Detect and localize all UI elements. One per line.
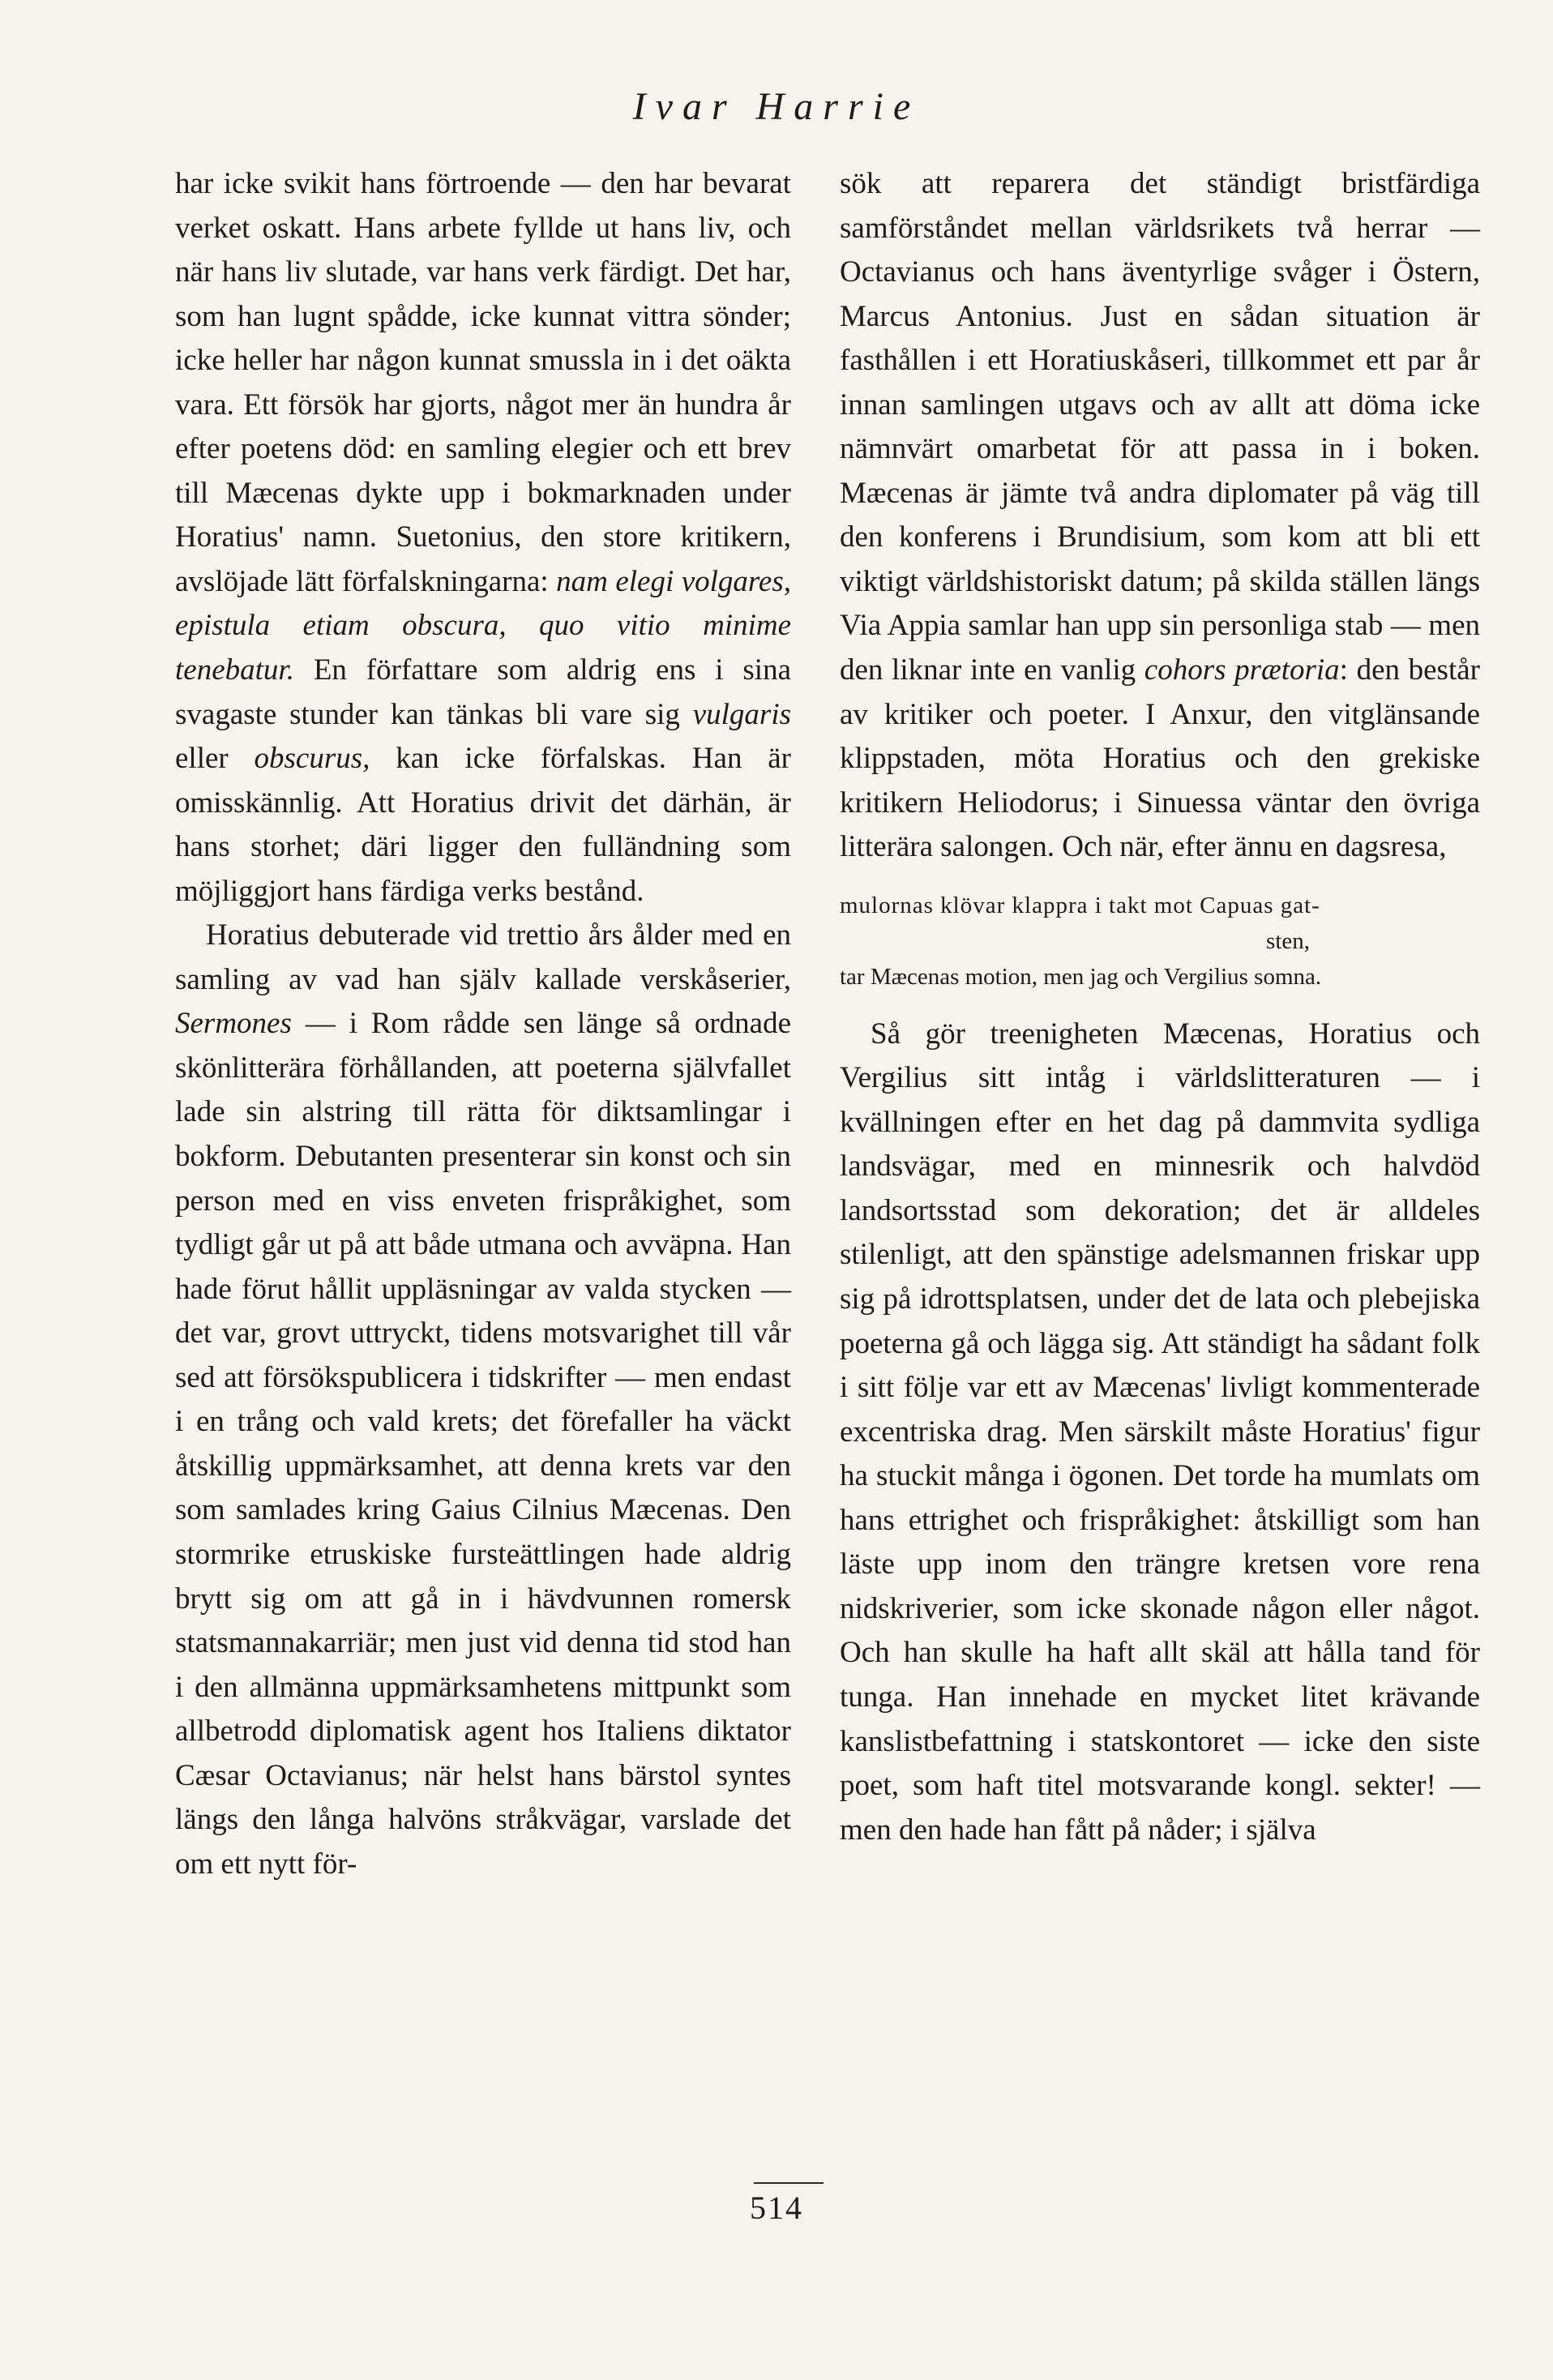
right-column [840, 162, 1480, 1852]
left-p1-text-b: En författare som aldrig ens i sina svagaste stunder kan tänkas bli vare sig [175, 653, 791, 731]
term-obscurus: obscurus, [254, 742, 370, 776]
title-sermones: Sermones [175, 1007, 292, 1041]
left-paragraph-1 [175, 162, 791, 914]
page-number-rule [754, 2182, 824, 2184]
page-number: 514 [750, 2190, 803, 2226]
term-vulgaris: vulgaris [692, 697, 791, 731]
left-p2-text: Horatius debuterade vid trettio års ålder med en samling av vad han själv kallade verskåserier, [175, 918, 791, 996]
right-p1-text-b: : den består av kritiker och poeter. I Anxur, den vitglänsande klippstaden, möta Horatius och den grekiske kritikern Heliodorus; i Sinuessa väntar den övriga litterära salongen. Och när, efter ännu en dagsresa, [840, 653, 1480, 864]
verse-line-1-continuation: sten, [1266, 927, 1310, 954]
left-p1-text-c: eller [175, 742, 255, 776]
verse-line-2: tar Mæcenas motion, men jag och Vergilius somna. [840, 963, 1322, 990]
left-column [175, 162, 791, 1886]
running-title: Ivar Harrie [632, 85, 921, 128]
left-p2-text-b: — i Rom rådde sen länge så ordnade skönlitterära förhållanden, att poeterna självfallet lade sin alstring till rätta för diktsamlingar i bokform. Debutanten presenterar sin konst och sin person med en viss enveten frispråkighet, som tydligt går ut på att både utmana och avväpna. Han hade förut hållit uppläsningar av valda stycken — det var, grovt uttryckt, tidens motsvarighet till vår sed att försökspublicera i tidskrifter — men endast i en trång och vald krets; det förefaller ha väckt åtskillig uppmärksamhet, att denna krets var den som samlades kring Gaius Cilnius Mæcenas. Den stormrike etruskiske fursteättlingen hade aldrig brytt sig om att gå in i hävdvunnen romersk statsmannakarriär; men just vid denna tid stod han i den allmänna uppmärksamhetens mittpunkt som allbetrodd diplomatisk agent hos Italiens diktator Cæsar Octavianus; när helst hans bärstol syntes längs den långa halvöns stråkvägar, varslade det om ett nytt för- [175, 1007, 791, 1881]
term-cohors-praetoria: cohors prætoria [1144, 653, 1340, 687]
left-paragraph-2 [175, 914, 791, 1886]
right-paragraph-1 [840, 162, 1480, 870]
left-p1-text: har icke svikit hans förtroende — den har bevarat verket oskatt. Hans arbete fyllde ut hans liv, och när hans liv slutade, var hans verk färdigt. Det har, som han lugnt spådde, icke kunnat vittra sönder; icke heller har någon kunnat smussla in i det oäkta vara. Ett försök har gjorts, något mer än hundra år efter poetens död: en samling elegier och ett brev till Mæcenas dykte upp i bokmarknaden under Horatius' namn. Suetonius, den store kritikern, avslöjade lätt förfalskningarna: [175, 167, 791, 598]
right-p1-text: sök att reparera det ständigt bristfärdiga samförståndet mellan världsrikets två herrar — Octavianus och hans äventyrlige svåger i Östern, Marcus Antonius. Just en sådan situation är fasthållen i ett Horatiuskåseri, tillkommet ett par år innan samlingen utgavs och av allt att döma icke nämnvärt omarbetat för att passa in i boken. Mæcenas är jämte två andra diplomater på väg till den konferens i Brundisium, som kom att bli ett viktigt världshistoriskt datum; på skilda ställen längs Via Appia samlar han upp sin personliga stab — men den liknar inte en vanlig [840, 167, 1480, 687]
verse-quotation [840, 888, 1480, 995]
left-p1-text-d: kan icke förfalskas. Han är omisskännlig. Att Horatius drivit det därhän, är hans storhet; däri ligger den fulländning som möjliggjort hans färdiga verks bestånd. [175, 742, 791, 908]
verse-line-1: mulornas klövar klappra i takt mot Capuas gat- [840, 892, 1320, 918]
latin-quote: nam elegi volgares, epistula etiam obscura, quo vitio minime tenebatur. [175, 564, 791, 687]
right-paragraph-2: Så gör treenigheten Mæcenas, Horatius och Vergilius sitt intåg i världslitteraturen — i kvällningen efter en het dag på dammvita sydliga landsvägar, med en minnesrik och halvdöd landsortsstad som dekoration; det är alldeles stilenligt, att den spänstige adelsmannen friskar upp sig på idrottsplatsen, under det de lata och plebejiska poeterna gå och lägga sig. Att ständigt ha sådant folk i sitt följe var ett av Mæcenas' livligt kommenterade excentriska drag. Men särskilt måste Horatius' figur ha stuckit många i ögonen. Det torde ha mumlats om hans ettrighet och frispråkighet: åtskilligt som han läste upp inom den trängre kretsen vore rena nidskriverier, som icke skonade någon eller något. Och han skulle ha haft allt skäl att hålla tand för tunga. Han innehade en mycket litet krävande kanslistbefattning i statskontoret — icke den siste poet, som haft titel motsvarande kongl. sekter! — men den hade han fått på nåder; i själva [840, 1017, 1480, 1847]
